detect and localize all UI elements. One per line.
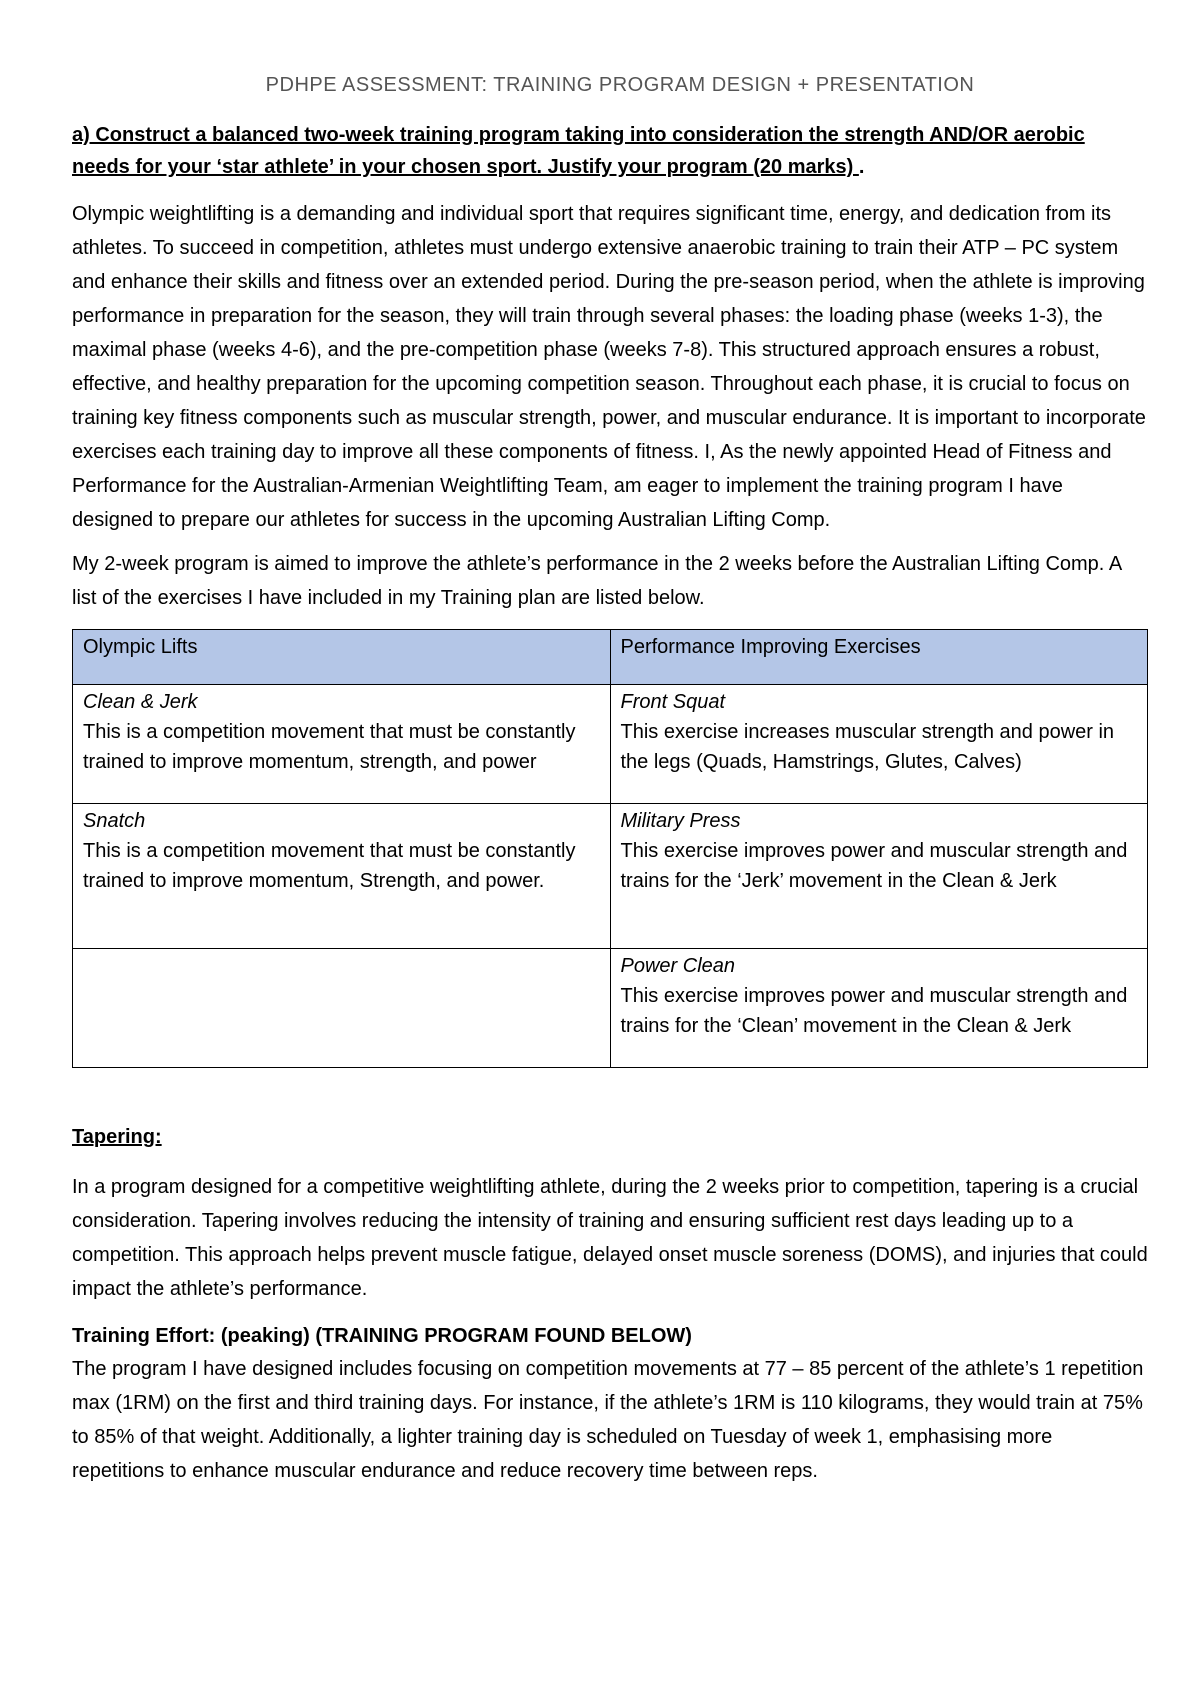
exercise-description: This is a competition movement that must be constantly trained to improve momentum, Strength, and power. — [83, 840, 576, 892]
training-effort-paragraph: The program I have designed includes focusing on competition movements at 77 – 85 percent of the athlete’s 1 repetition max (1RM) on the first and third training days. For instance, if the athlete’s 1RM is 110 kilograms, they would train at 75% to 85% of that weight. Additionally, a lighter training day is scheduled on Tuesday of week 1, emphasising more repetitions to enhance muscular endurance and reduce recovery time between reps. — [72, 1358, 1144, 1482]
exercise-name: Snatch — [83, 810, 146, 832]
table-row — [73, 949, 1148, 1068]
exercise-name: Military Press — [620, 810, 741, 832]
exercise-name: Power Clean — [620, 955, 736, 977]
training-effort-heading: Training Effort: (peaking) (TRAINING PROGRAM FOUND BELOW) — [72, 1325, 692, 1347]
header-performance-exercises: Performance Improving Exercises — [610, 630, 1148, 685]
table-row — [73, 804, 1148, 949]
table-cell — [610, 949, 1148, 1068]
exercise-description: This exercise improves power and muscular strength and trains for the ‘Clean’ movement in the Clean & Jerk — [620, 985, 1128, 1037]
page-header: PDHPE ASSESSMENT: TRAINING PROGRAM DESIGN + PRESENTATION — [265, 74, 975, 96]
question-text: a) Construct a balanced two-week training program taking into consideration the strength AND/OR aerobic needs for your ‘star athlete’ in your chosen sport. Justify your program (20 marks) — [72, 124, 1085, 178]
exercise-description: This is a competition movement that must be constantly trained to improve momentum, strength, and power — [83, 721, 576, 773]
table-row — [73, 685, 1148, 804]
table-cell — [73, 685, 611, 804]
table-cell — [610, 804, 1148, 949]
header-olympic-lifts: Olympic Lifts — [73, 630, 611, 685]
exercise-description: This exercise improves power and muscular strength and trains for the ‘Jerk’ movement in the Clean & Jerk — [620, 840, 1128, 892]
exercise-table — [72, 629, 1148, 1068]
tapering-paragraph: In a program designed for a competitive weightlifting athlete, during the 2 weeks prior to competition, tapering is a crucial consideration. Tapering involves reducing the intensity of training and ensuring sufficient rest days leading up to a competition. This approach helps prevent muscle fatigue, delayed onset muscle soreness (DOMS), and injuries that could impact the athlete’s performance. — [72, 1176, 1148, 1300]
question-heading — [72, 119, 1148, 183]
intro-paragraph-2: My 2-week program is aimed to improve the athlete’s performance in the 2 weeks before the Australian Lifting Comp. A list of the exercises I have included in my Training plan are listed below. — [72, 553, 1122, 609]
intro-paragraph-1: Olympic weightlifting is a demanding and individual sport that requires significant time, energy, and dedication from its athletes. To succeed in competition, athletes must undergo extensive anaerobic training to train their ATP – PC system and enhance their skills and fitness over an extended period. During the pre-season period, when the athlete is improving performance in preparation for the season, they will train through several phases: the loading phase (weeks 1-3), the maximal phase (weeks 4-6), and the pre-competition phase (weeks 7-8). This structured approach ensures a robust, effective, and healthy preparation for the upcoming competition season. Throughout each phase, it is crucial to focus on training key fitness components such as muscular strength, power, and muscular endurance. It is important to incorporate exercises each training day to improve all these components of fitness. I, As the newly appointed Head of Fitness and Performance for the Australian-Armenian Weightlifting Team, am eager to implement the training program I have designed to prepare our athletes for success in the upcoming Australian Lifting Comp. — [72, 203, 1146, 531]
exercise-table-header-row — [73, 630, 1148, 685]
tapering-heading: Tapering: — [72, 1126, 162, 1148]
table-cell-empty — [73, 949, 611, 1068]
question-tail: . — [858, 156, 865, 178]
exercise-description: This exercise increases muscular strength and power in the legs (Quads, Hamstrings, Glutes, Calves) — [620, 721, 1115, 773]
exercise-name: Clean & Jerk — [83, 691, 198, 713]
table-cell — [73, 804, 611, 949]
exercise-name: Front Squat — [620, 691, 726, 713]
table-cell — [610, 685, 1148, 804]
